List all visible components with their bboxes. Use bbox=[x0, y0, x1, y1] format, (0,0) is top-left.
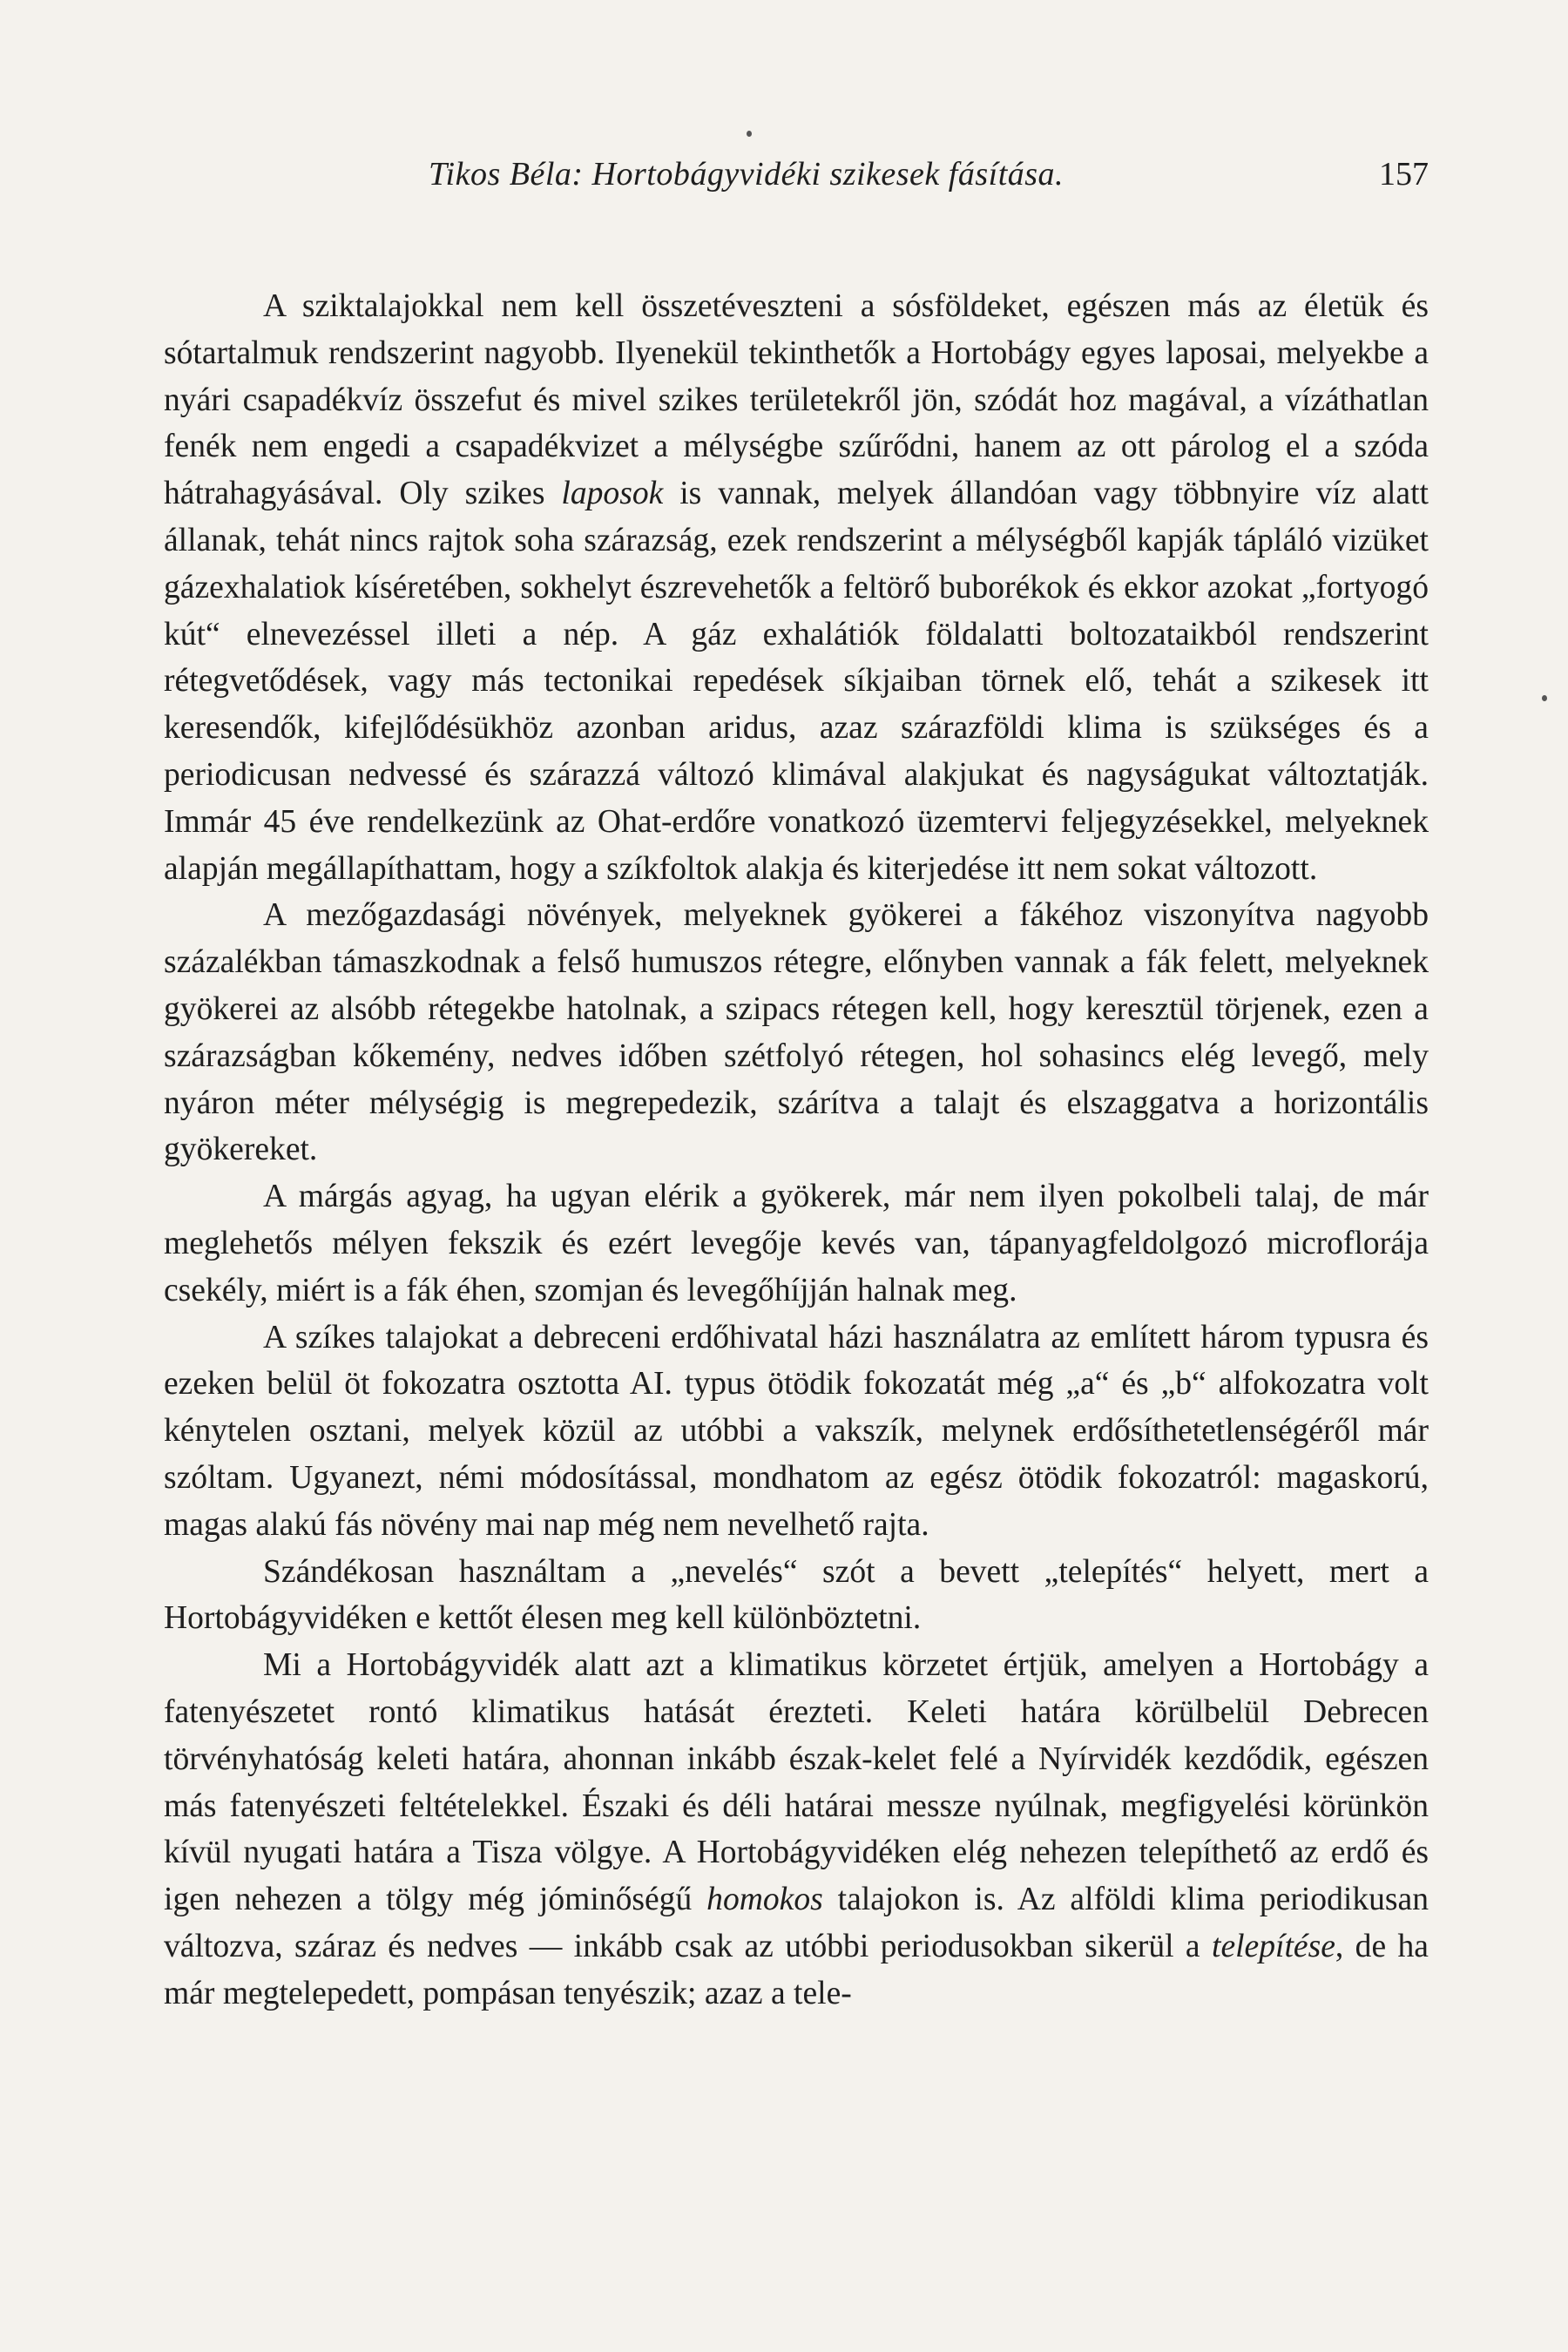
emphasis: homokos bbox=[706, 1882, 823, 1918]
body-text bbox=[164, 283, 1429, 2017]
print-speck bbox=[1542, 695, 1547, 701]
paragraph: A sziktalajokkal nem kell összetéveszteni a sósföldeket, egészen más az életük és sótartalmuk rendszerint nagyobb. Ilyenekül tekinthetők a Hortobágy egyes laposai, melyekbe a nyári csapadékvíz összefut és mivel szikes területekről jön, szódát hoz magával, a vízáthatlan fenék nem engedi a csapadékvizet a mélységbe szűrődni, hanem az ott párolog el a szóda hátrahagyásával. Oly szikes laposok is vannak, melyek állandóan vagy többnyire víz alatt állanak, tehát nincs rajtok soha szárazság, ezek rendszerint a mélységből kapják tápláló vizüket gázexhalatiok kíséretében, sokhelyt észrevehetők a feltörő buborékok és ekkor azokat „fortyogó kút“ elnevezéssel illeti a nép. A gáz exhalátiók földalatti boltozataikból rendszerint rétegvetődések, vagy más tectonikai repedések síkjaiban törnek elő, tehát a szikesek itt keresendők, kifejlődésükhöz azonban aridus, azaz szárazföldi klima is szükséges és a periodicusan nedvessé és szárazzá változó klimával alakjukat és nagyságukat változtatják. Immár 45 éve rendelkezünk az Ohat-erdőre vonatkozó üzemtervi feljegyzésekkel, melyeknek alapján megállapíthattam, hogy a szíkfoltok alakja és kiterjedése itt nem sokat változott. bbox=[164, 288, 1429, 887]
page-number: 157 bbox=[1379, 156, 1429, 193]
paragraph: Szándékosan használtam a „nevelés“ szót a bevett „telepítés“ helyett, mert a Hortobágyvidéken e kettőt élesen meg kell különböztetni. bbox=[164, 1553, 1429, 1637]
emphasis: telepítése bbox=[1212, 1928, 1335, 1964]
paragraph: Mi a Hortobágyvidék alatt azt a klimatikus körzetet értjük, amelyen a Hortobágy a fatenyészetet rontó klimatikus hatását érezteti. Keleti határa körülbelül Debrecen törvényhatóság keleti határa, ahonnan inkább észak-kelet felé a Nyírvidék kezdődik, egészen más fatenyészeti feltételekkel. Északi és déli határai messze nyúlnak, megfigyelési körünkön kívül nyugati határa a Tisza völgye. A Hortobágyvidéken elég nehezen telepíthető az erdő és igen nehezen a tölgy még jóminőségű homokos talajokon is. Az alföldi klima periodikusan változva, száraz és nedves — inkább csak az utóbbi periodusokban sikerül a telepítése, de ha már megtelepedett, pompásan tenyészik; azaz a tele- bbox=[164, 1647, 1429, 2011]
running-title: Tikos Béla: Hortobágyvidéki szikesek fásítása. bbox=[429, 156, 1064, 193]
print-speck bbox=[747, 131, 752, 137]
emphasis: laposok bbox=[561, 476, 664, 512]
paragraph: A mezőgazdasági növények, melyeknek gyökerei a fákéhoz viszonyítva nagyobb százalékban támaszkodnak a felső humuszos rétegre, előnyben vannak a fák felett, melyeknek gyökerei az alsóbb rétegekbe hatolnak, a szipacs rétegen kell, hogy keresztül törjenek, ezen a szárazságban kőkemény, nedves időben szétfolyó rétegen, hol sohasincs elég levegő, mely nyáron méter mélységig is megrepedezik, szárítva a talajt és elszaggatva a horizontális gyökereket. bbox=[164, 897, 1429, 1168]
paragraph: A szíkes talajokat a debreceni erdőhivatal házi használatra az említett három typusra és ezeken belül öt fokozatra osztotta AI. typus ötödik fokozatát még „a“ és „b“ alfokozatra volt kénytelen osztani, melyek közül az utóbbi a vakszík, melynek erdősíthetetlenségéről már szóltam. Ugyanezt, némi módosítással, mondhatom az egész ötödik fokozatról: magaskorú, magas alakú fás növény mai nap még nem nevelhető rajta. bbox=[164, 1319, 1429, 1543]
paragraph: A márgás agyag, ha ugyan elérik a gyökerek, már nem ilyen pokolbeli talaj, de már meglehetős mélyen fekszik és ezért levegője kevés van, tápanyagfeldolgozó microflorája csekély, miért is a fák éhen, szomjan és levegőhíjján halnak meg. bbox=[164, 1179, 1429, 1308]
running-header bbox=[166, 155, 1429, 207]
